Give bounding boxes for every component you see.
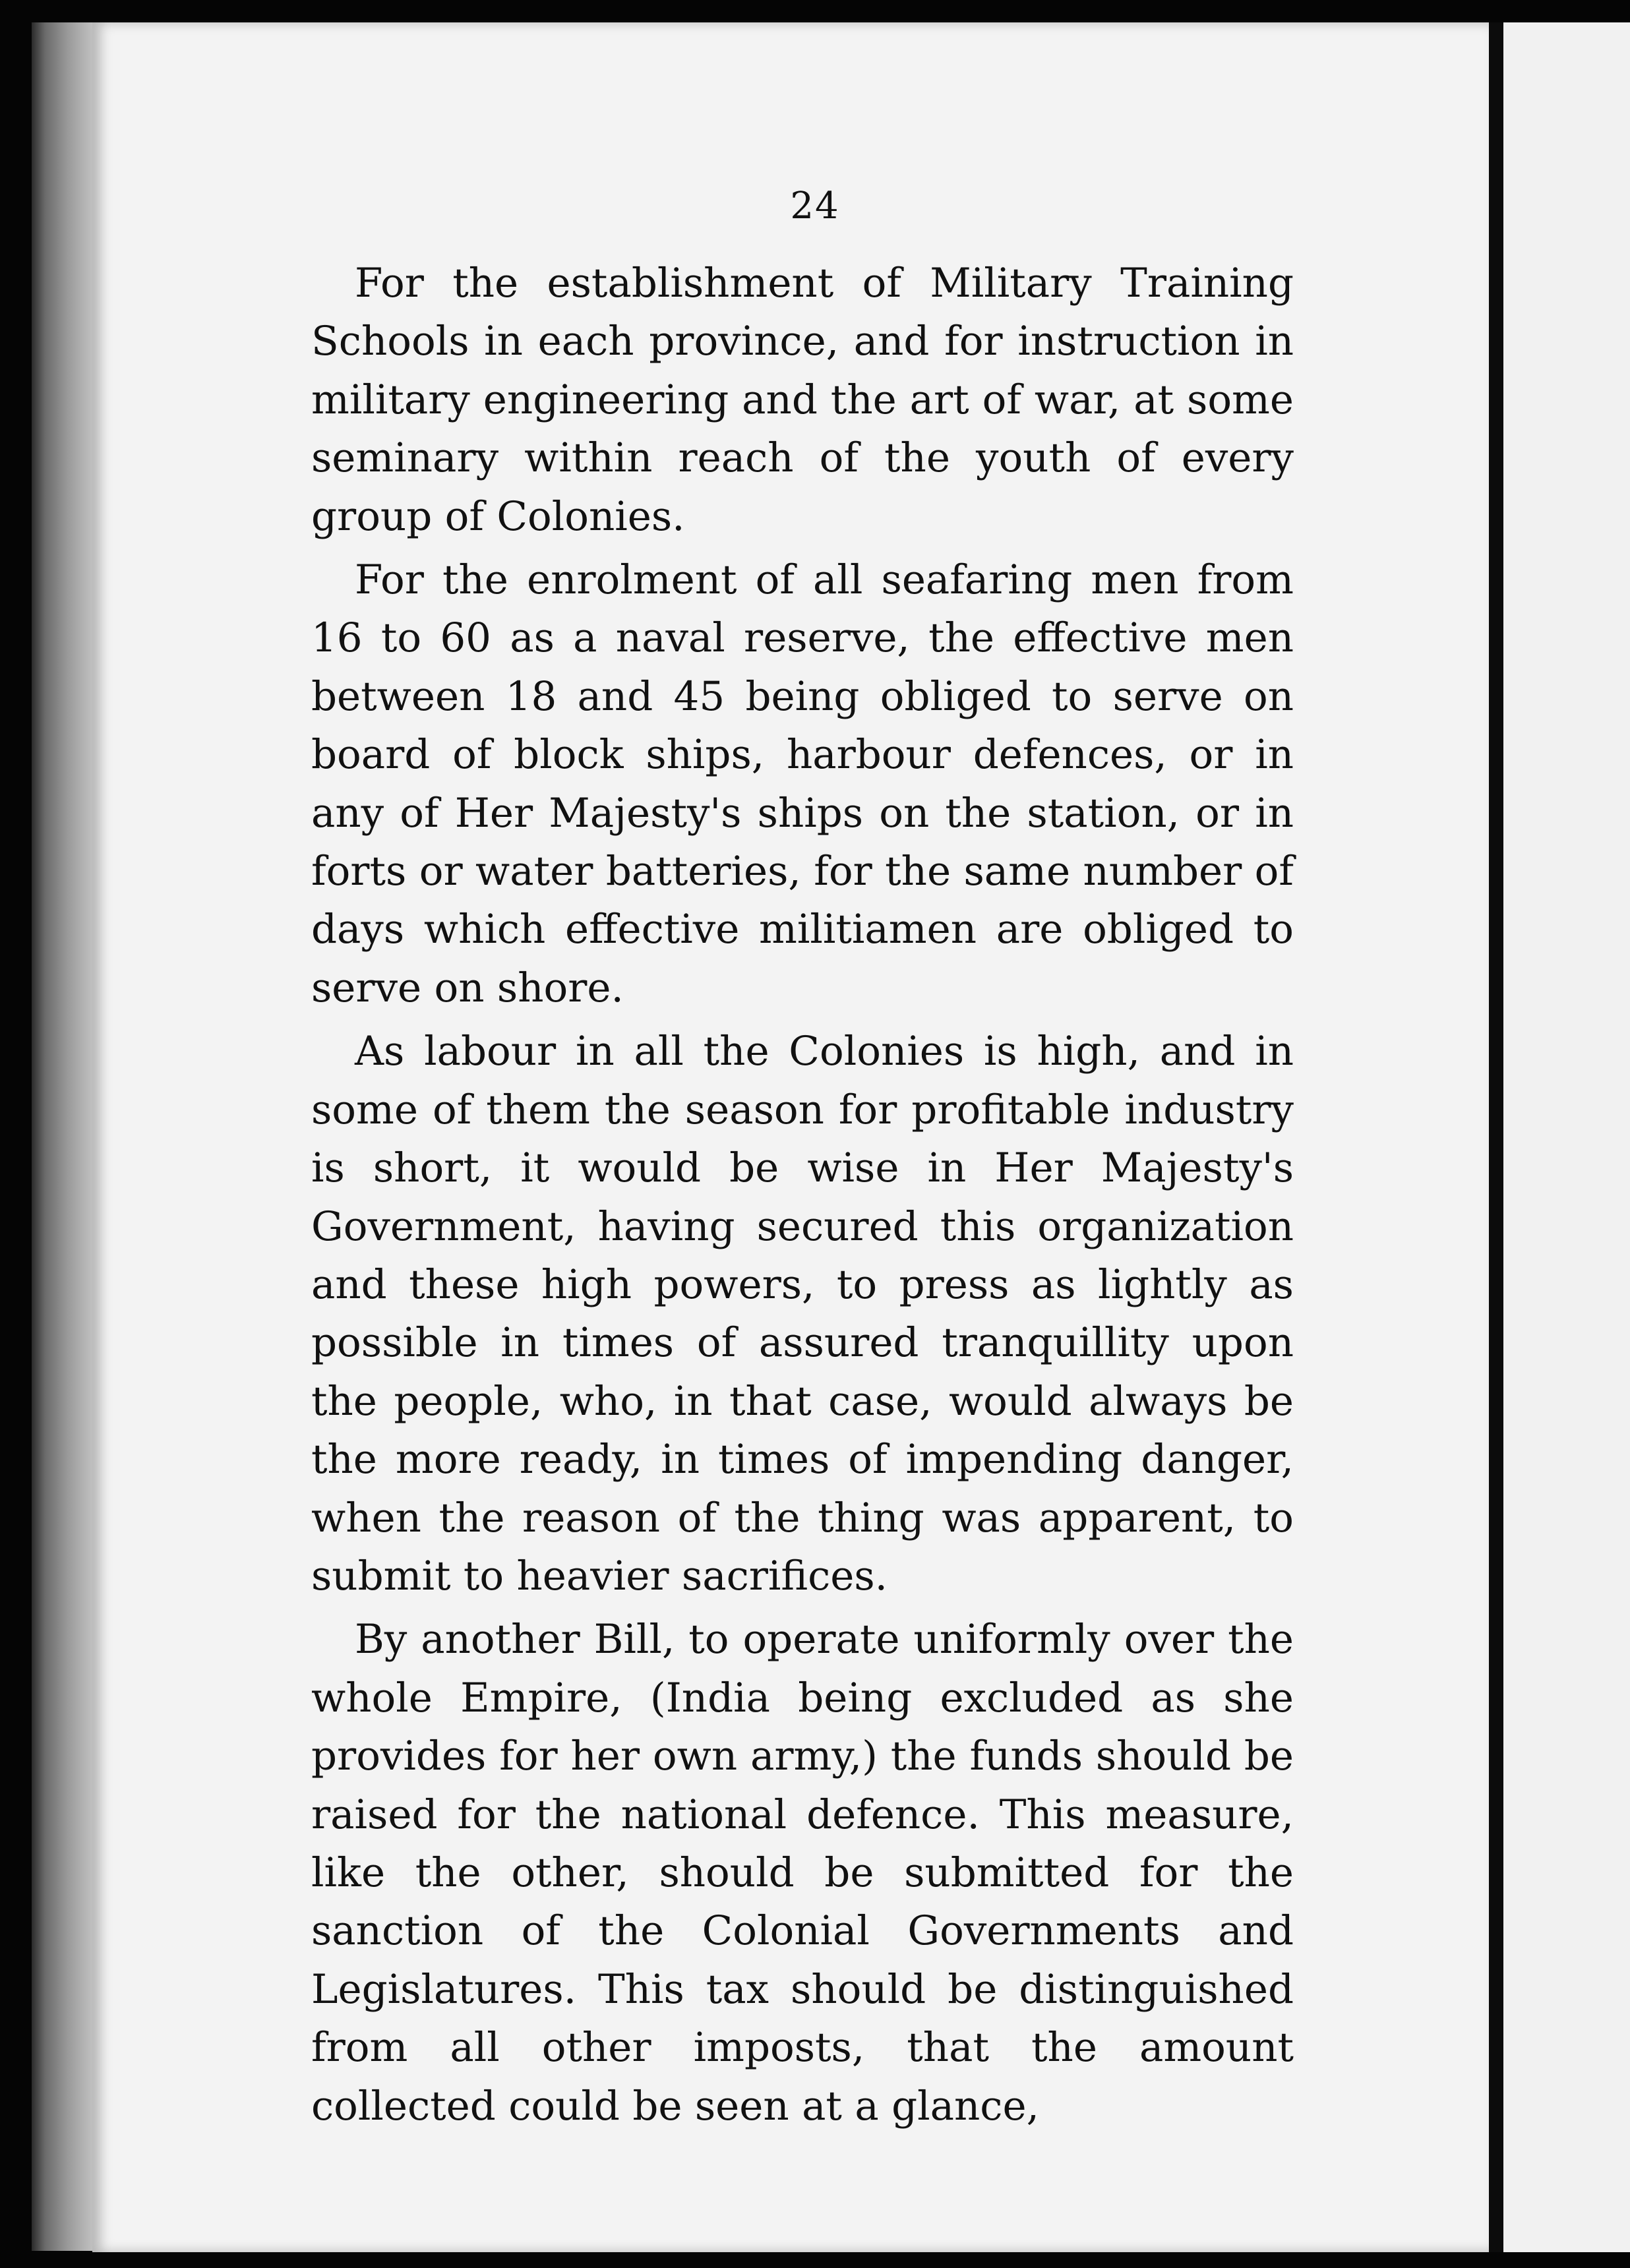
book-binding-edge [32,22,98,2251]
page-edge-shadow [1489,22,1503,2252]
body-text [311,254,1294,2141]
paragraph-military-schools: For the establishment of Military Training Schools in each province, and for instruction in military engineering and the art of war, at some seminary within reach of the youth of every group of Colonies. [311,260,1294,540]
page-number: 24 [790,185,840,227]
paragraph-defence-bill: By another Bill, to operate uniformly over the whole Empire, (India being excluded as she provides for her own army,) the funds should be raised for the national defence. This measure, like the other, should be submitted for the sanction of the Colonial Governments and Legislatures. This tax should be distinguished from all other imposts, that the amount collected could be seen at a glance, [311,1616,1294,2130]
paragraph-naval-reserve: For the enrolment of all seafaring men from 16 to 60 as a naval reserve, the effective men between 18 and 45 being obliged to serve on board of block ships, harbour defences, or in any of Her Majesty's ships on the station, or in forts or water batteries, for the same number of days which effective militiamen are obliged to serve on shore. [311,556,1294,1011]
adjacent-page-sliver [1503,22,1630,2252]
paragraph-labour: As labour in all the Colonies is high, and in some of them the season for profitable industry is short, it would be wise in Her Majesty's Government, having secured this organization and these high powers, to press as lightly as possible in times of assured tranquillity upon the people, who, in that case, would always be the more ready, in times of impending danger, when the reason of the thing was apparent, to submit to heavier sacrifices. [311,1028,1294,1599]
